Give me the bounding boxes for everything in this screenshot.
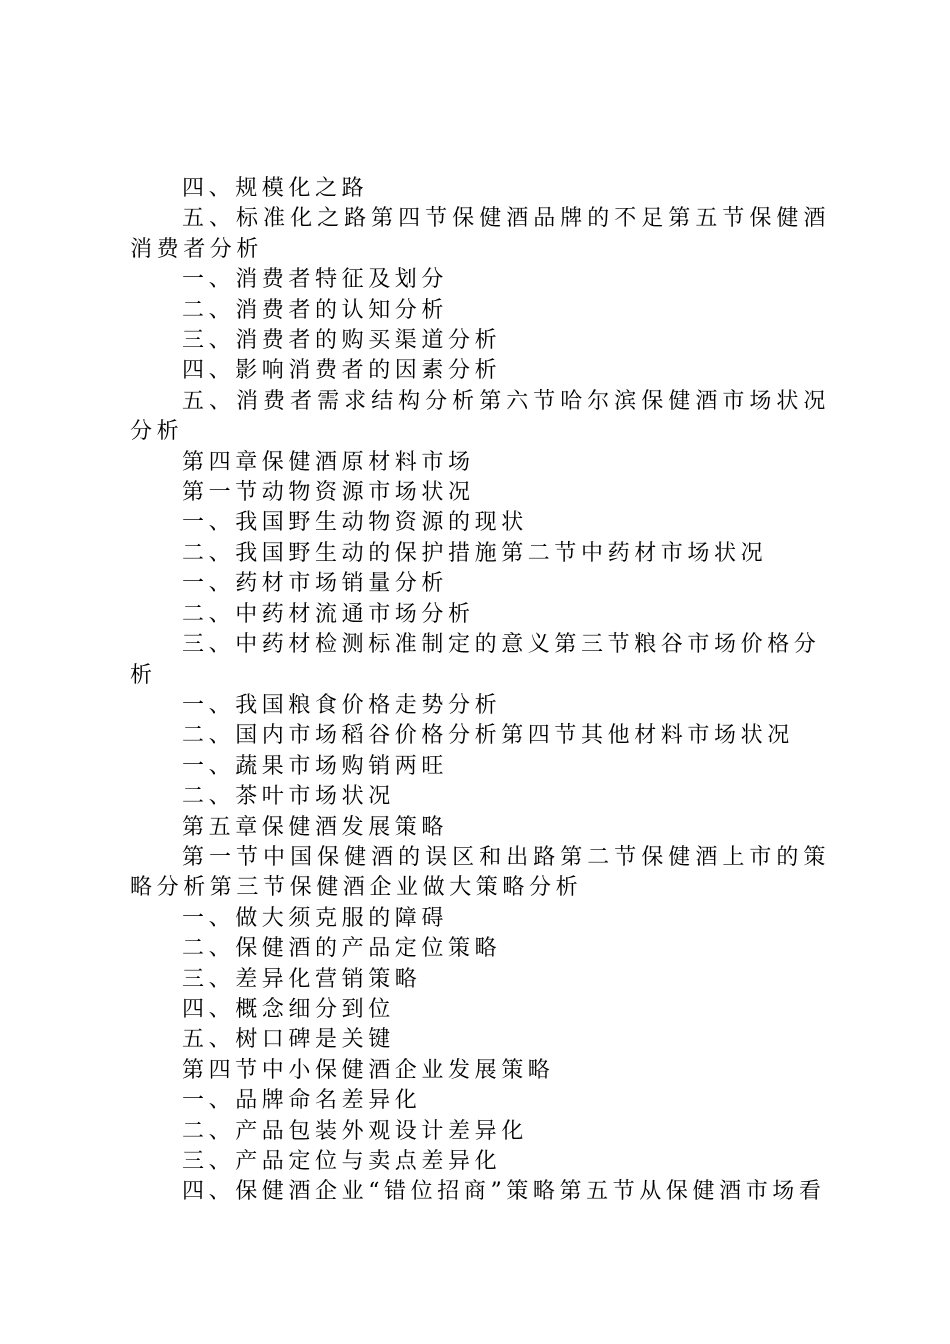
paragraph: 三、中药材检测标准制定的意义第三节粮谷市场价格分析 bbox=[130, 632, 821, 688]
paragraph: 三、消费者的购买渠道分析 bbox=[182, 328, 502, 354]
paragraph: 一、做大须克服的障碍 bbox=[182, 905, 449, 931]
paragraph: 一、我国野生动物资源的现状 bbox=[182, 510, 528, 536]
paragraph: 四、影响消费者的因素分析 bbox=[182, 358, 502, 384]
paragraph: 一、我国粮食价格走势分析 bbox=[182, 692, 502, 718]
paragraph: 一、品牌命名差异化 bbox=[182, 1088, 422, 1114]
paragraph: 五、消费者需求结构分析第六节哈尔滨保健酒市场状况分析 bbox=[130, 388, 830, 445]
paragraph: 五、树口碑是关键 bbox=[182, 1027, 395, 1053]
paragraph: 二、茶叶市场状况 bbox=[182, 784, 395, 810]
paragraph: 一、蔬果市场购销两旺 bbox=[182, 753, 449, 779]
paragraph: 二、产品包装外观设计差异化 bbox=[182, 1118, 528, 1144]
paragraph: 二、国内市场稻谷价格分析第四节其他材料市场状况 bbox=[182, 723, 794, 749]
paragraph: 一、消费者特征及划分 bbox=[182, 267, 449, 293]
document-body bbox=[130, 174, 830, 1208]
paragraph: 五、标准化之路第四节保健酒品牌的不足第五节保健酒消费者分析 bbox=[130, 206, 830, 262]
chapter-heading: 第五章保健酒发展策略 bbox=[182, 814, 449, 840]
paragraph: 二、保健酒的产品定位策略 bbox=[182, 936, 502, 962]
paragraph: 第一节中国保健酒的误区和出路第二节保健酒上市的策略分析第三节保健酒企业做大策略分析 bbox=[130, 844, 830, 901]
paragraph: 二、我国野生动的保护措施第二节中药材市场状况 bbox=[182, 540, 768, 566]
paragraph: 三、差异化营销策略 bbox=[182, 966, 422, 992]
paragraph: 二、中药材流通市场分析 bbox=[182, 601, 475, 627]
paragraph: 一、药材市场销量分析 bbox=[182, 571, 449, 597]
paragraph: 四、概念细分到位 bbox=[182, 996, 395, 1022]
chapter-heading: 第四章保健酒原材料市场 bbox=[182, 449, 475, 475]
paragraph: 四、保健酒企业“错位招商”策略第五节从保健酒市场看 bbox=[182, 1179, 826, 1205]
paragraph: 四、规模化之路 bbox=[182, 176, 369, 201]
section-heading: 第一节动物资源市场状况 bbox=[182, 480, 475, 506]
paragraph: 二、消费者的认知分析 bbox=[182, 297, 449, 323]
paragraph: 三、产品定位与卖点差异化 bbox=[182, 1149, 502, 1174]
section-heading: 第四节中小保健酒企业发展策略 bbox=[182, 1057, 555, 1083]
